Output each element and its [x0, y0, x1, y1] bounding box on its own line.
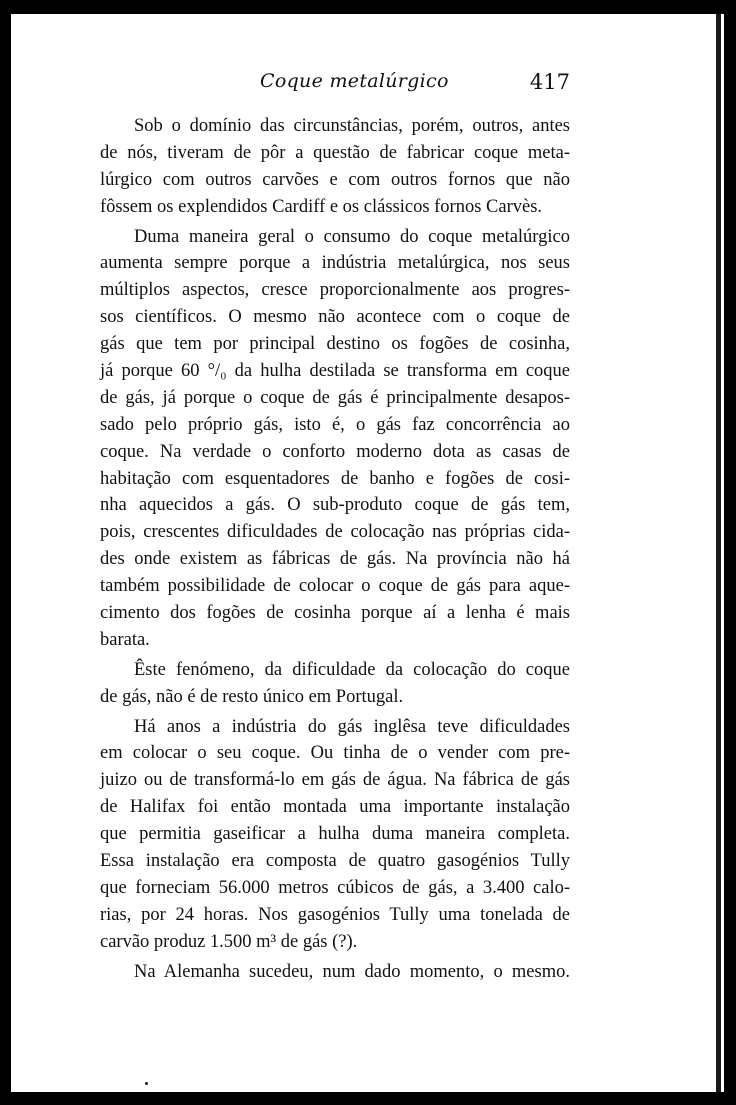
text-line: carvão produz 1.500 m³ de gás (?).	[100, 931, 358, 952]
text-line: sos científicos. O mesmo não acontece com o coque de	[100, 307, 570, 328]
text-line: coque. Na verdade o conforto moderno dota as casas de	[100, 441, 570, 462]
text-line: Na Alemanha sucedeu, num dado momento, o mesmo.	[134, 961, 570, 982]
text-line: de nós, tiveram de pôr a questão de fabricar coque meta-	[100, 142, 570, 163]
body-text	[100, 113, 570, 986]
text-line: lúrgico com outros carvões e com outros fornos que não	[100, 169, 570, 190]
text-line: de Halifax foi então montada uma importante instalação	[100, 797, 570, 818]
text-line: já porque 60 °/₀ da hulha destilada se transforma em coque	[100, 361, 570, 382]
text-line: des onde existem as fábricas de gás. Na província não há	[100, 549, 570, 570]
running-title: Coque metalúrgico	[260, 70, 449, 92]
text-line: cimento dos fogões de cosinha porque aí a lenha é mais	[100, 603, 570, 624]
text-line: fôssem os explendidos Cardiff e os clássicos fornos Carvès.	[100, 196, 543, 217]
text-line: habitação com esquentadores de banho e fogões de cosi-	[100, 468, 570, 489]
text-line: de gás, já porque o coque de gás é principalmente desapos-	[100, 387, 570, 408]
text-line: nha aquecidos a gás. O sub-produto coque de gás tem,	[100, 495, 570, 516]
scan-speck	[145, 1082, 148, 1085]
scan-border-left	[0, 0, 11, 1105]
text-line: Há anos a indústria do gás inglêsa teve dificuldades	[134, 716, 570, 737]
scan-border-right	[724, 14, 736, 1105]
scan-border-top	[0, 0, 736, 14]
text-line: Duma maneira geral o consumo do coque metalúrgico	[134, 226, 570, 247]
text-line: juizo ou de transformá-lo em gás de água. Na fábrica de gás	[100, 770, 570, 791]
page-number: 417	[529, 70, 570, 94]
text-line: rias, por 24 horas. Nos gasogénios Tully uma tonelada de	[100, 904, 570, 925]
text-line: múltiplos aspectos, cresce proporcionalmente aos progres-	[100, 280, 570, 301]
text-line: sado pelo próprio gás, isto é, o gás faz concorrência ao	[100, 414, 570, 435]
text-line: gás que tem por principal destino os fogões de cosinha,	[100, 334, 570, 355]
page-header	[100, 70, 570, 100]
text-line: aumenta sempre porque a indústria metalúrgica, nos seus	[100, 253, 570, 274]
text-line: em colocar o seu coque. Ou tinha de o vender com pre-	[100, 743, 570, 764]
scan-border-bottom	[0, 1092, 736, 1105]
text-line: barata.	[100, 629, 150, 650]
text-line: que forneciam 56.000 metros cúbicos de gás, a 3.400 calo-	[100, 877, 570, 898]
text-line: também possibilidade de colocar o coque de gás para aque-	[100, 576, 570, 597]
text-line: Êste fenómeno, da dificuldade da colocação do coque	[134, 659, 570, 680]
text-line: de gás, não é de resto único em Portugal.	[100, 686, 404, 707]
text-line: pois, crescentes dificuldades de colocação nas próprias cida-	[100, 522, 570, 543]
text-line: Essa instalação era composta de quatro gasogénios Tully	[100, 851, 570, 872]
text-line: Sob o domínio das circunstâncias, porém, outros, antes	[134, 116, 570, 136]
scan-border-right-inner	[716, 14, 721, 1105]
text-line: que permitia gaseificar a hulha duma maneira completa.	[100, 824, 570, 845]
